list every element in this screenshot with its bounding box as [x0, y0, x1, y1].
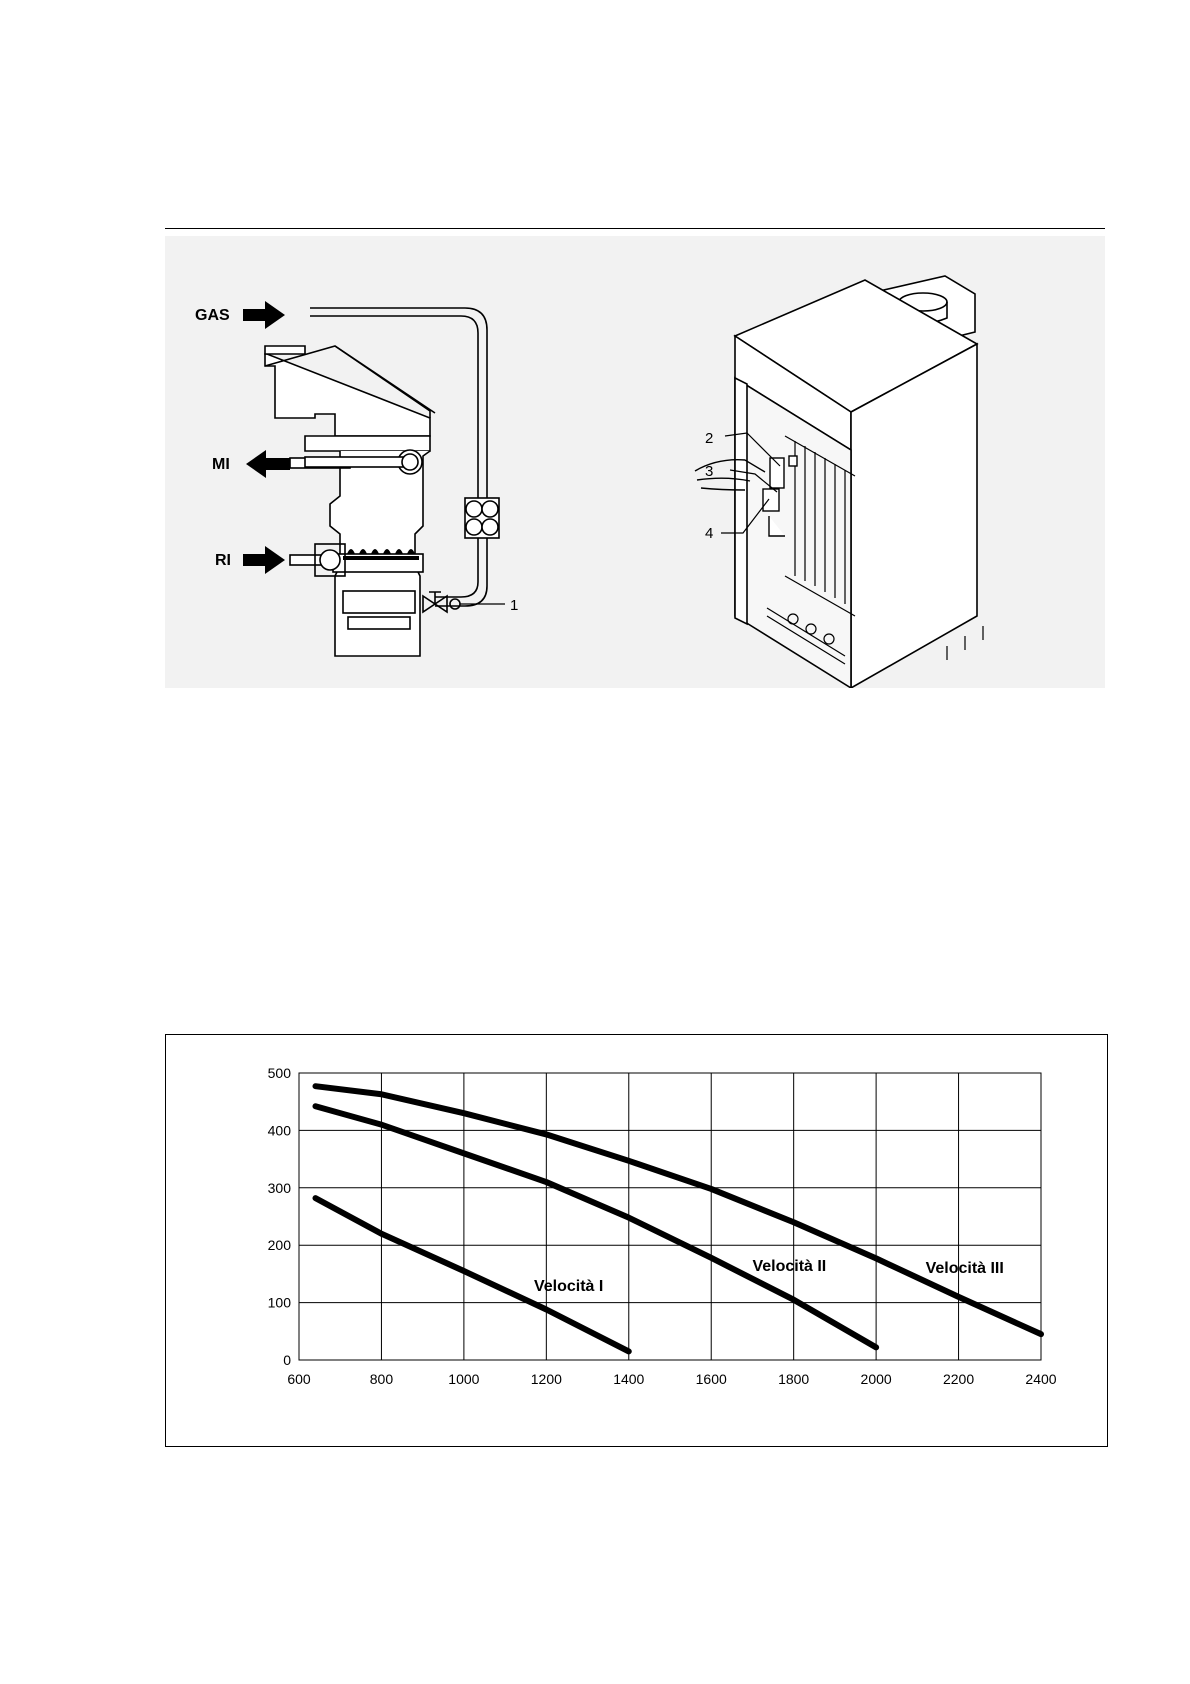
callout-4: 4: [705, 525, 714, 542]
x-axis-ticks: [287, 1371, 1056, 1387]
x-tick-label: 2400: [1025, 1371, 1057, 1387]
boiler-figure: [165, 236, 1105, 688]
y-tick-label: 0: [283, 1352, 291, 1368]
series-label-3: Velocità III: [925, 1259, 1004, 1277]
gas-valve-block-icon: [465, 498, 499, 538]
y-tick-label: 100: [267, 1294, 291, 1311]
series-label-2: Velocità II: [752, 1258, 827, 1276]
x-tick-label: 1800: [778, 1371, 810, 1387]
header-rule: [165, 228, 1105, 229]
mi-label: MI: [212, 456, 230, 473]
chart-grid: [299, 1073, 1041, 1360]
y-tick-label: 200: [267, 1237, 291, 1254]
callout-2: 2: [705, 430, 714, 447]
ri-inlet-arrow-icon: [243, 546, 285, 574]
x-tick-label: 1600: [695, 1371, 727, 1387]
y-tick-label: 300: [267, 1179, 291, 1196]
x-tick-label: 1000: [448, 1371, 480, 1387]
callout-3: 3: [705, 463, 714, 480]
x-tick-label: 2000: [860, 1371, 892, 1387]
series-line-2: [315, 1106, 876, 1347]
ri-label: RI: [215, 552, 231, 569]
pump-curve-chart: [166, 1035, 1107, 1446]
gas-label: GAS: [195, 307, 230, 324]
series-line-1: [315, 1198, 628, 1351]
mi-outlet-arrow-icon: [246, 450, 290, 478]
boiler-body-schematic: [265, 346, 435, 656]
x-tick-label: 1200: [530, 1371, 562, 1387]
x-tick-label: 800: [369, 1371, 394, 1387]
series-label-1: Velocità I: [533, 1278, 604, 1296]
x-tick-label: 600: [287, 1371, 311, 1387]
series-line-3: [315, 1086, 1041, 1334]
y-tick-label: 400: [267, 1122, 291, 1139]
x-tick-label: 2200: [942, 1371, 975, 1387]
callout-1: 1: [510, 597, 519, 614]
boiler-figure-panel: [165, 236, 1105, 688]
ri-fitting-icon: [320, 550, 340, 570]
pump-curve-chart-frame: [165, 1034, 1108, 1447]
chart-series: [315, 1086, 1041, 1351]
y-axis-ticks: [268, 1065, 292, 1368]
gas-cock-icon: [423, 592, 460, 612]
x-tick-label: 1400: [613, 1371, 645, 1387]
y-tick-label: 500: [267, 1065, 291, 1081]
gas-inlet-arrow-icon: [243, 301, 285, 329]
plot-border: [299, 1073, 1041, 1360]
